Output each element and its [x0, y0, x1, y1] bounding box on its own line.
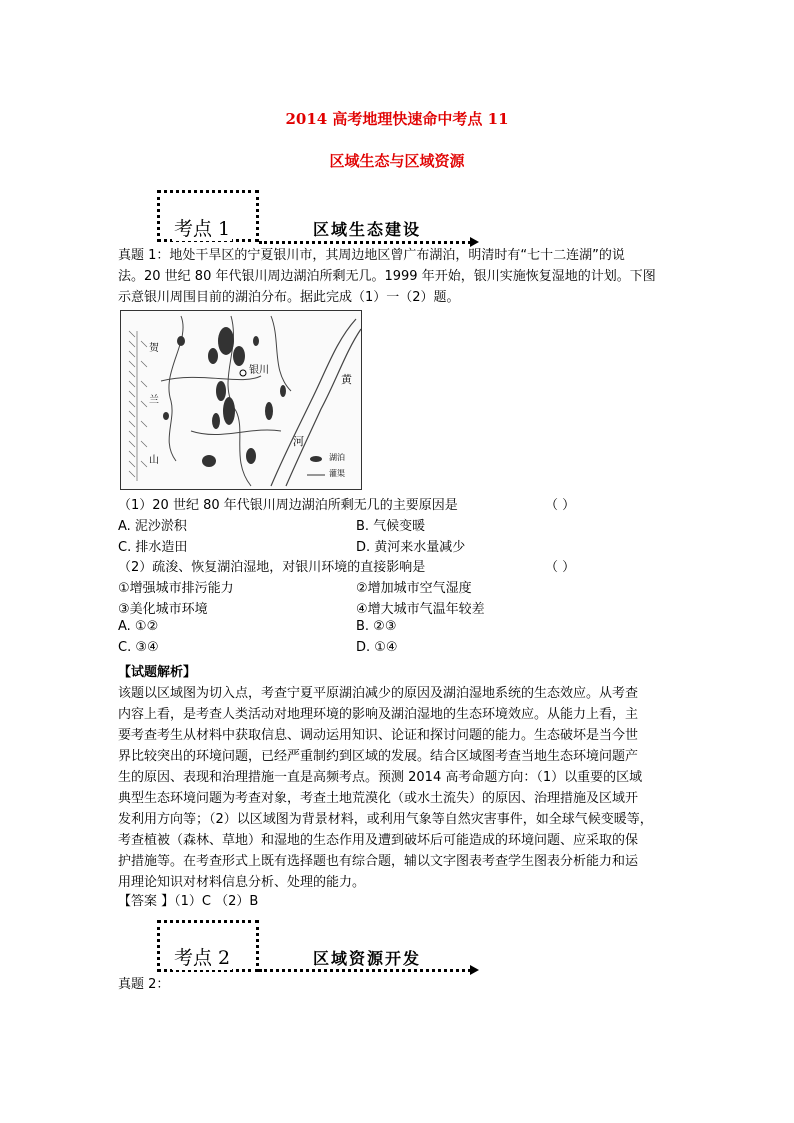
map-legend-canal: 灌渠: [329, 469, 345, 478]
sub-question-2-option-a: A. ①②: [118, 619, 159, 634]
map-legend: [307, 456, 325, 475]
question-2-label: 真题 2：: [118, 977, 170, 992]
analysis-line-8: 考查植被（森林、草地）和湿地的生态作用及遭到破坏后可能造成的环境问题、应采取的保: [118, 833, 639, 848]
yellow-river-bank-2: [286, 329, 361, 486]
sub-question-2-option-b: B. ②③: [356, 619, 397, 634]
sub-question-2-item-3: ③美化城市环境: [118, 602, 208, 617]
sub-question-1-option-a: A. 泥沙淤积: [118, 519, 187, 534]
map-mountain-label-3: 山: [149, 455, 159, 466]
sub-question-1-paren: （ ）: [545, 498, 576, 513]
sub-question-1-stem: （1）20 世纪 80 年代银川周边湖泊所剩无几的主要原因是: [118, 498, 458, 513]
sub-question-2-item-2: ②增加城市空气湿度: [356, 581, 472, 596]
section-2-label: 考点 2: [172, 943, 232, 970]
analysis-line-4: 界比较突出的环境问题，已经严重制约到区域的发展。结合区域图考查当地生态环境问题产: [118, 749, 639, 764]
lakes: [163, 327, 286, 467]
analysis-line-1: 该题以区域图为切入点，考查宁夏平原湖泊减少的原因及湖泊湿地系统的生态效应。从考查: [118, 686, 639, 701]
section-2-arrow-line: [259, 969, 471, 972]
sub-question-2-option-c: C. ③④: [118, 640, 159, 655]
map-legend-lake: 湖泊: [329, 453, 345, 462]
sub-question-2-item-4: ④增大城市气温年较差: [356, 602, 485, 617]
analysis-line-6: 典型生态环境问题为考查对象，考查土地荒漠化（或水土流失）的原因、治理措施及区域开: [118, 791, 639, 806]
sub-question-1-option-b: B. 气候变暖: [356, 519, 426, 534]
map-river-label-2: 河: [293, 435, 304, 448]
map-city-label: 银川: [249, 365, 269, 376]
section-1-label: 考点 1: [172, 214, 232, 241]
city-marker: [240, 370, 246, 376]
analysis-line-7: 发利用方向等；（2）以区域图为背景材料，或利用气象等自然灾害事件，如全球气候变暖等，: [118, 812, 653, 827]
analysis-line-5: 生的原因、表现和治理措施一直是高频考点。预测 2014 高考命题方向：（1）以重要的区域: [118, 770, 643, 785]
analysis-line-3: 要考查考生从材料中获取信息、调动运用知识、论证和探讨问题的能力。生态破坏是当今世: [118, 728, 639, 743]
answer-line: 【答案 】（1）C （2）B: [118, 894, 259, 909]
section-2-name: 区域资源开发: [313, 949, 422, 968]
sub-question-2-stem: （2）疏浚、恢复湖泊湿地，对银川环境的直接影响是: [118, 560, 426, 575]
sub-question-2-item-1: ①增强城市排污能力: [118, 581, 234, 596]
analysis-line-2: 内容上看，是考查人类活动对地理环境的影响及湖泊湿地的生态环境效应。从能力上看，主: [118, 707, 639, 722]
sub-question-2-paren: （ ）: [545, 560, 576, 575]
map-mountain-label-2: 兰: [149, 395, 159, 406]
map-river-label-1: 黄: [341, 373, 352, 386]
sub-question-2-option-d: D. ①④: [356, 640, 398, 655]
sub-question-1-option-c: C. 排水造田: [118, 540, 188, 555]
document-subtitle: 区域生态与区域资源: [329, 152, 465, 170]
sub-question-1-option-d: D. 黄河来水量减少: [356, 540, 466, 555]
yinchuan-lake-map: [120, 310, 362, 490]
document-title: 2014 高考地理快速命中考点 11: [285, 110, 509, 128]
analysis-heading: 【试题解析】: [118, 665, 197, 680]
question-1-line-2: 法。20 世纪 80 年代银川周边湖泊所剩无几。1999 年开始，银川实施恢复湿地的计划。下图: [118, 269, 656, 284]
map-mountain-label-1: 贺: [149, 343, 159, 354]
section-2-arrowhead: [470, 965, 479, 975]
analysis-line-10: 用理论知识对材料信息分析、处理的能力。: [118, 875, 366, 890]
question-1-line-3: 示意银川周围目前的湖泊分布。据此完成（1）一（2）题。: [118, 290, 460, 305]
section-1-name: 区域生态建设: [313, 220, 422, 239]
analysis-line-9: 护措施等。在考查形式上既有选择题也有综合题，辅以文字图表考查学生图表分析能力和运: [118, 854, 639, 869]
question-1-line-1: 真题 1：地处干旱区的宁夏银川市，其周边地区曾广布湖泊，明清时有“七十二连湖”的说: [118, 248, 625, 263]
mountain-hatching: [129, 331, 147, 481]
